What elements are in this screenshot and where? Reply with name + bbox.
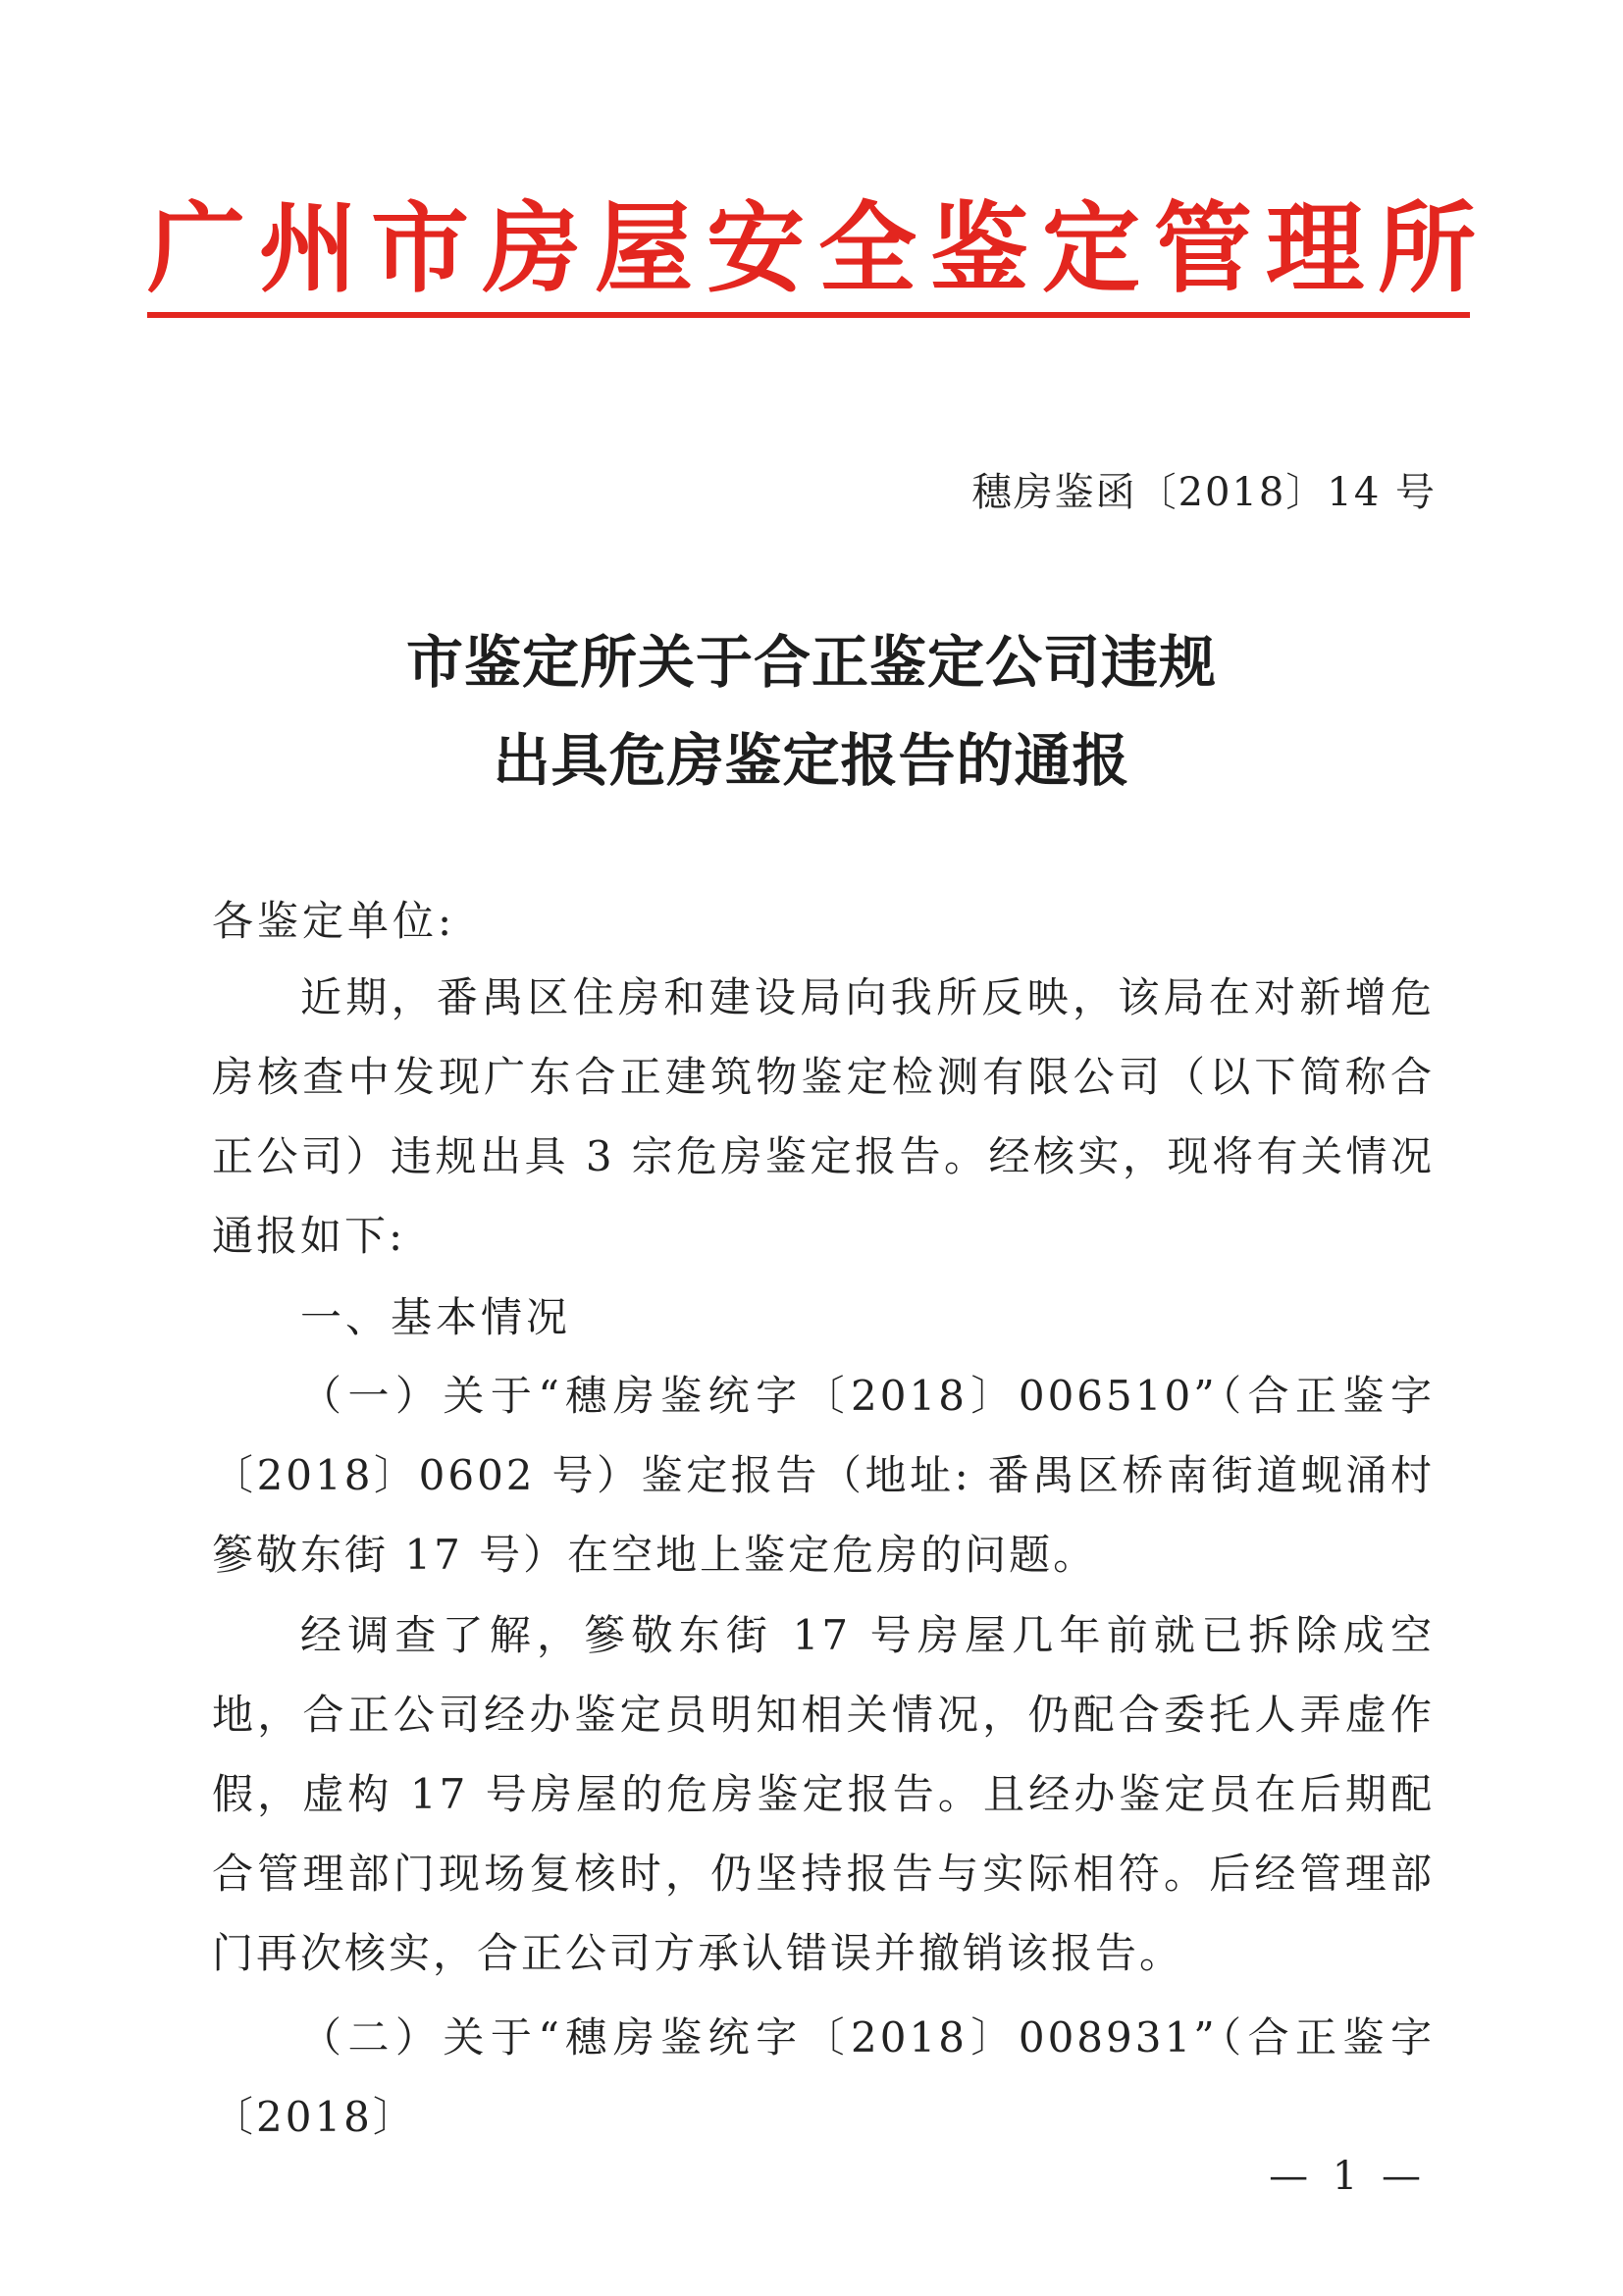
letterhead-char: 屋 bbox=[595, 190, 693, 306]
letterhead-char: 所 bbox=[1378, 190, 1476, 306]
paragraph-intro: 近期，番禺区住房和建设局向我所反映，该局在对新增危房核查中发现广东合正建筑物鉴定检测有限公司（以下简称合正公司）违规出具 3 宗危房鉴定报告。经核实，现将有关情况通报如下: bbox=[212, 973, 1435, 1260]
paragraph-investigation: 经调查了解，篸敬东街 17 号房屋几年前就已拆除成空地，合正公司经办鉴定员明知相关情况，仍配合委托人弄虚作假，虚构 17 号房屋的危房鉴定报告。且经办鉴定员在后期配合管理部门现场复核时，仍坚持报告与实际相符。后经管理部门再次核实，合正公司方承认错误并撤销该报告。 bbox=[212, 1611, 1435, 1977]
letterhead-char: 州 bbox=[259, 190, 357, 306]
letterhead-divider bbox=[147, 312, 1470, 318]
letterhead-title bbox=[147, 175, 1476, 322]
letterhead-char: 定 bbox=[1042, 190, 1140, 306]
letterhead-char: 管 bbox=[1154, 190, 1252, 306]
document-title-line2: 出具危房鉴定报告的通报 bbox=[493, 727, 1130, 794]
letterhead-char: 安 bbox=[707, 190, 805, 306]
letterhead-char: 鉴 bbox=[930, 190, 1028, 306]
letterhead-char: 广 bbox=[147, 190, 245, 306]
salutation: 各鉴定单位: bbox=[212, 897, 456, 945]
paragraph-case-1: （一）关于“穗房鉴统字〔2018〕006510”（合正鉴字〔2018〕0602 号）鉴定报告（地址: 番禺区桥南街道蚬涌村篸敬东街 17 号）在空地上鉴定危房的问题。 bbox=[212, 1372, 1435, 1579]
document-number: 穗房鉴函〔2018〕14 号 bbox=[971, 470, 1437, 515]
letterhead-char: 理 bbox=[1266, 190, 1364, 306]
section-heading-basic-situation: 一、基本情况 bbox=[300, 1293, 572, 1341]
letterhead-char: 市 bbox=[371, 190, 469, 306]
letterhead-char: 房 bbox=[483, 190, 581, 306]
paragraph-case-2: （二）关于“穗房鉴统字〔2018〕008931”（合正鉴字〔2018〕 bbox=[212, 2013, 1435, 2141]
letterhead-char: 全 bbox=[818, 190, 916, 306]
document-title-line1: 市鉴定所关于合正鉴定公司违规 bbox=[405, 629, 1217, 696]
page-number: — 1 — bbox=[1269, 2154, 1427, 2199]
